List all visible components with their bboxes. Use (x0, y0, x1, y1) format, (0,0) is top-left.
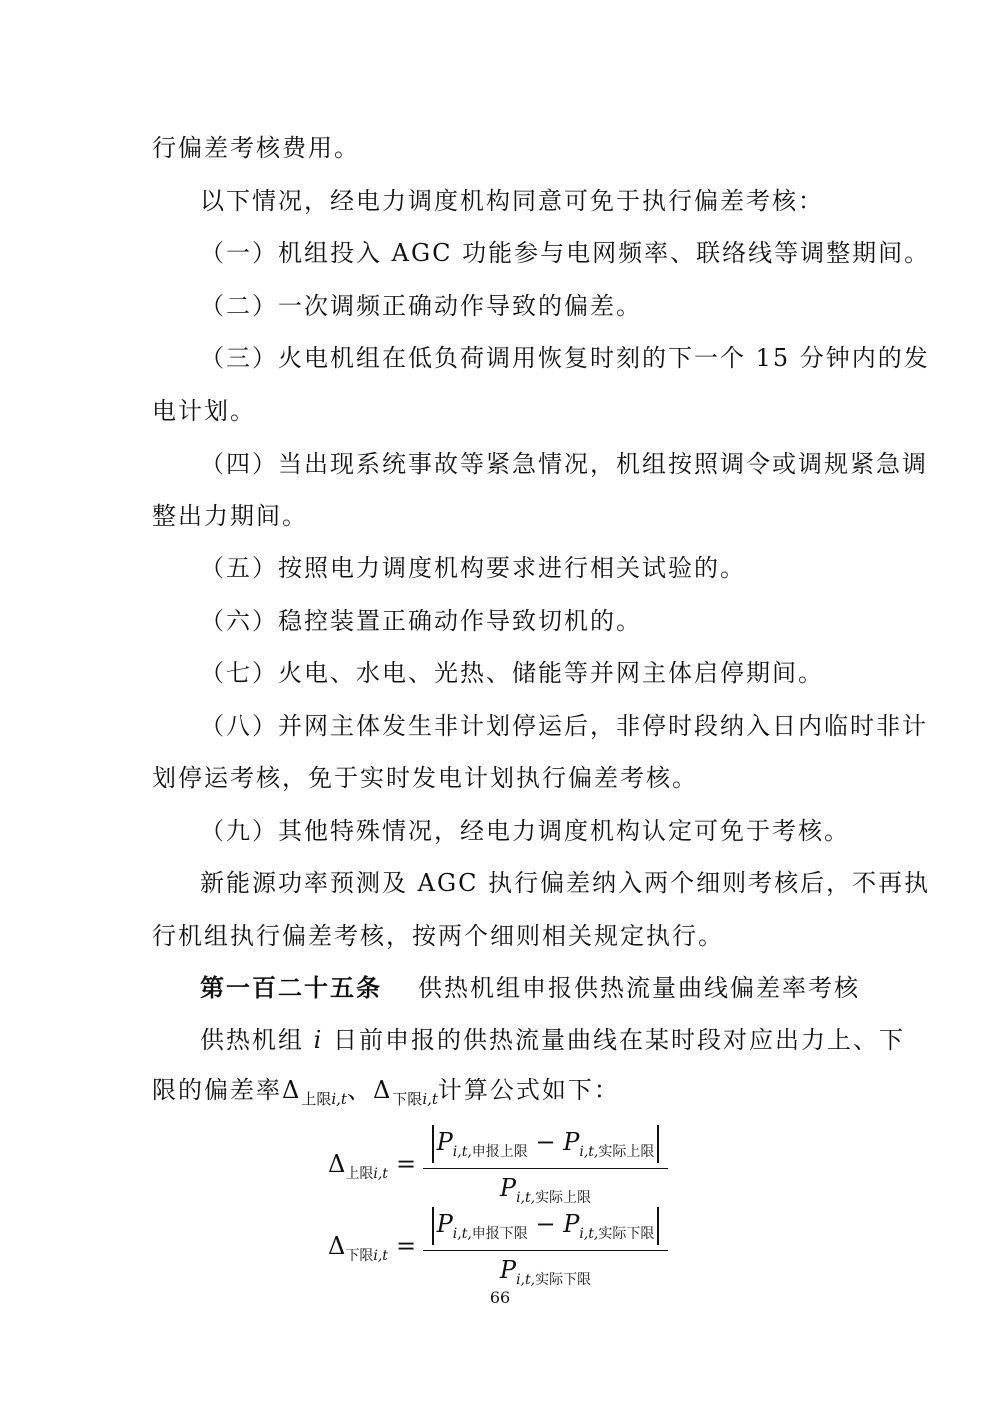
paragraph-line: 新能源功率预测及 AGC 执行偏差纳入两个细则考核后，不再执 (200, 869, 931, 897)
list-item-1: （一）机组投入 AGC 功能参与电网频率、联络线等调整期间。 (200, 239, 931, 267)
list-item-5: （五）按照电力调度机构要求进行相关试验的。 (200, 554, 746, 582)
list-item-8: （八）并网主体发生非计划停运后，非停时段纳入日内临时非计 (200, 712, 928, 740)
list-item-9: （九）其他特殊情况，经电力调度机构认定可免于考核。 (200, 817, 850, 845)
list-item-4: （四）当出现系统事故等紧急情况，机组按照调令或调规紧急调 (200, 450, 928, 478)
list-item-2: （二）一次调频正确动作导致的偏差。 (200, 292, 642, 320)
list-item-7: （七）火电、水电、光热、储能等并网主体启停期间。 (200, 659, 824, 687)
article-heading (200, 973, 860, 1003)
list-item-3: （三）火电机组在低负荷调用恢复时刻的下一个 15 分钟内的发 (200, 344, 930, 372)
paragraph-line: 以下情况，经电力调度机构同意可免于执行偏差考核： (200, 187, 824, 215)
article-title: 供热机组申报供热流量曲线偏差率考核 (418, 974, 860, 1002)
list-item-3-cont: 电计划。 (152, 397, 256, 425)
numerator: $P_{i,t,申报上限} - P_{i,t,实际上限}$ (423, 1122, 668, 1162)
equals-sign: = (396, 1150, 417, 1178)
list-item-6: （六）稳控装置正确动作导致切机的。 (200, 607, 642, 635)
formula-lower (328, 1204, 678, 1288)
list-item-8-cont: 划停运考核，免于实时发电计划执行偏差考核。 (152, 764, 698, 792)
fraction-bar (423, 1250, 668, 1251)
denominator: $P_{i,t,实际上限}$ (499, 1174, 592, 1206)
denominator: $P_{i,t,实际下限}$ (499, 1256, 592, 1288)
paragraph-line: 行机组执行偏差考核，按两个细则相关规定执行。 (152, 922, 724, 950)
formula-lhs: $\Delta_{上限i,t}$ (328, 1150, 388, 1182)
equals-sign: = (396, 1232, 417, 1260)
formula-lhs: $\Delta_{下限i,t}$ (328, 1232, 388, 1264)
page-number: 66 (489, 1288, 511, 1307)
fraction-bar (423, 1168, 668, 1169)
intro-line-1: 供热机组 i 日前申报的供热流量曲线在某时段对应出力上、下 (200, 1026, 905, 1054)
formula-upper (328, 1122, 678, 1206)
numerator: $P_{i,t,申报下限} - P_{i,t,实际下限}$ (423, 1204, 668, 1244)
var-i: i (313, 1026, 324, 1054)
intro-line-2: 限的偏差率$\Delta_{上限i,t}$、$\Delta_{下限i,t}$计算公式如下： (152, 1076, 620, 1108)
paragraph-line: 行偏差考核费用。 (152, 134, 360, 162)
article-number: 第一百二十五条 (200, 973, 382, 1002)
list-item-4-cont: 整出力期间。 (152, 502, 308, 530)
